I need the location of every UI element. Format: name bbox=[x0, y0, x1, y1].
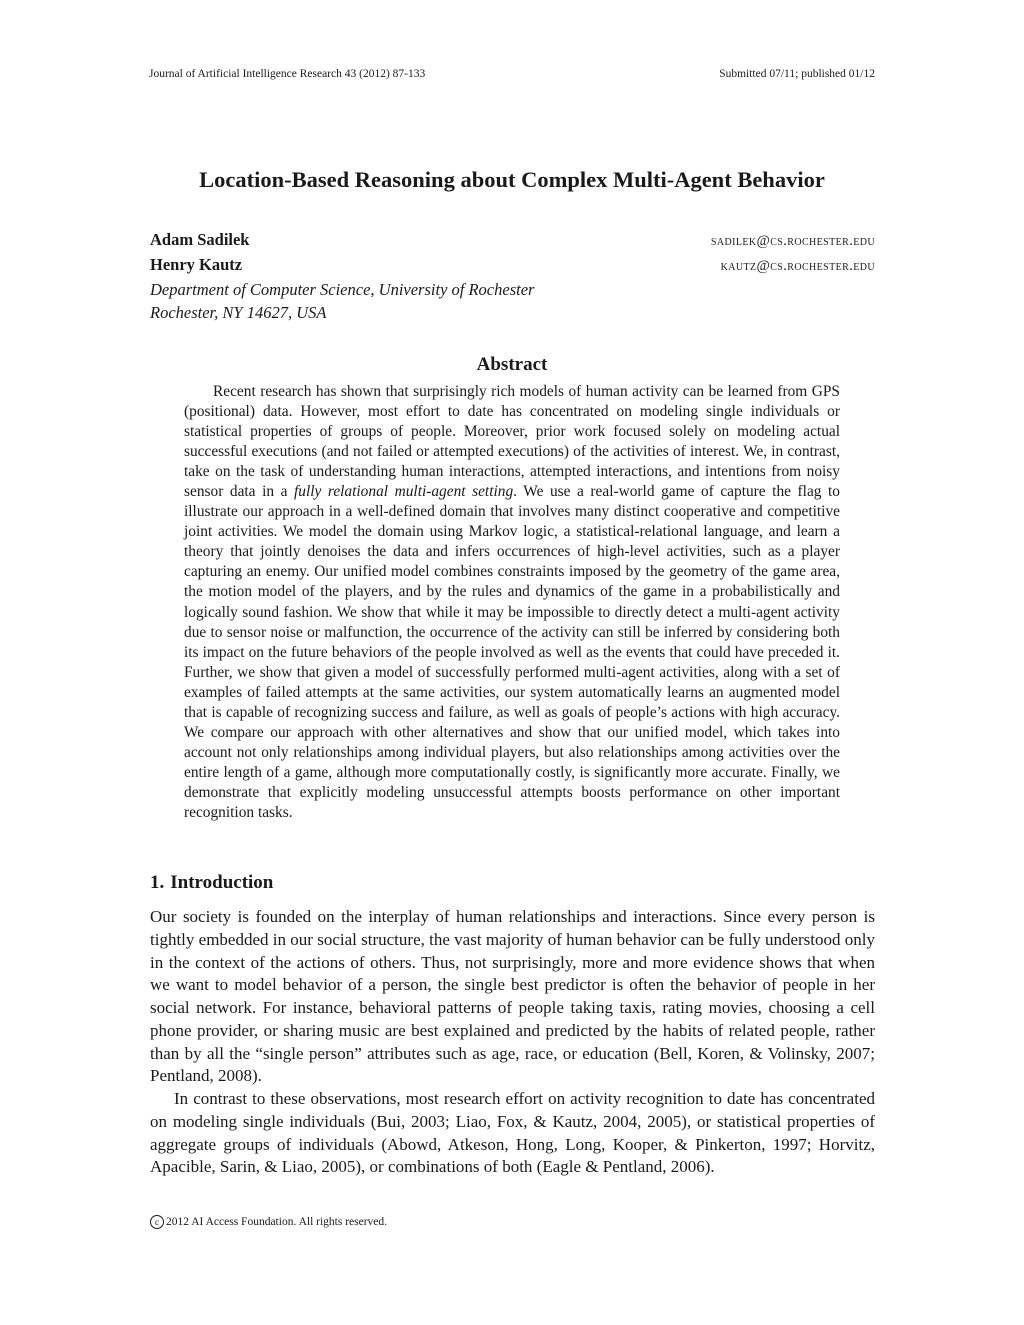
body-paragraph: In contrast to these observations, most research effort on activity recognition to date has concentrated on modeling single individuals (Bui, 2003; Liao, Fox, & Kautz, 2004, 2005), or statistical properties of aggregate groups of individuals (Abowd, Atkeson, Hong, Long, Kooper, & Pinkerton, 1997; Horvitz, Apacible, Sarin, & Liao, 2005), or combinations of both (Eagle & Pentland, 2006). bbox=[150, 1089, 875, 1177]
copyright-notice bbox=[150, 1215, 387, 1229]
body-paragraph: Our society is founded on the interplay of human relationships and interactions. Since every person is tightly embedded in our social structure, the vast majority of human behavior can be fully understood only in the context of the actions of others. Thus, not surprisingly, more and more evidence shows that when we want to model behavior of a person, the single best predictor is often the behavior of people in her social network. For instance, behavioral patterns of people taking taxis, rating movies, choosing a cell phone provider, or sharing music are best explained and predicted by the habits of related people, rather than by all the “single person” attributes such as age, race, or education (Bell, Koren, & Volinsky, 2007; Pentland, 2008). bbox=[150, 907, 875, 1086]
author-name: Henry Kautz bbox=[150, 255, 243, 274]
running-head bbox=[149, 68, 875, 80]
author-row bbox=[150, 228, 875, 253]
author-block bbox=[150, 228, 875, 324]
author-email: kautz@cs.rochester.edu bbox=[720, 258, 875, 274]
abstract-text bbox=[184, 382, 840, 823]
abstract-heading: Abstract bbox=[476, 354, 548, 375]
paper-title: Location-Based Reasoning about Complex Multi-Agent Behavior bbox=[199, 167, 825, 192]
author-email: sadilek@cs.rochester.edu bbox=[710, 233, 875, 249]
copyright-icon: c bbox=[150, 1215, 164, 1229]
section-body bbox=[150, 906, 875, 1179]
affiliation-address: Rochester, NY 14627, USA bbox=[150, 303, 327, 322]
author-name: Adam Sadilek bbox=[150, 230, 250, 249]
abstract-text-part: Recent research has shown that surprisingly rich models of human activity can be learned from GPS (positional) data. However, most effort to date has concentrated on modeling single individuals or statistical properties of groups of people. Moreover, prior work focused solely on modeling actual successful executions (and not failed or attempted executions) of the activities of interest. We, in contrast, take on the task of understanding human interactions, attempted interactions, and intentions from noisy sensor data in a bbox=[184, 383, 840, 501]
submission-dates: Submitted 07/11; published 01/12 bbox=[719, 68, 875, 80]
affiliation-department: Department of Computer Science, University of Rochester bbox=[150, 280, 535, 299]
section-heading bbox=[150, 872, 273, 894]
copyright-text: 2012 AI Access Foundation. All rights reserved. bbox=[166, 1216, 388, 1228]
abstract-emphasis: fully relational multi-agent setting bbox=[294, 483, 514, 501]
section-title: Introduction bbox=[170, 872, 274, 893]
section-number: 1. bbox=[150, 872, 165, 893]
author-row bbox=[150, 253, 875, 278]
abstract-text-part: . We use a real-world game of capture the flag to illustrate our approach in a well-defined domain that involves many distinct cooperative and competitive joint activities. We model the domain using Markov logic, a statistical-relational language, and learn a theory that jointly denoises the data and infers occurrences of high-level activities, such as a player capturing an enemy. Our unified model combines constraints imposed by the geometry of the game area, the motion model of the players, and by the rules and dynamics of the game in a probabilistically and logically sound fashion. We show that while it may be impossible to directly detect a multi-agent activity due to sensor noise or malfunction, the occurrence of the activity can still be inferred by considering both its impact on the future behaviors of the people involved as well as the events that could have preceded it. Further, we show that given a model of successfully performed multi-agent activities, along with a set of examples of failed attempts at the same activities, our system automatically learns an augmented model that is capable of recognizing success and failure, as well as goals of people’s actions with high accuracy. We compare our approach with other alternatives and show that our unified model, which takes into account not only relationships among individual players, but also relationships among activities over the entire length of a game, although more computationally costly, is significantly more accurate. Finally, we demonstrate that explicitly modeling unsuccessful attempts boosts performance on other important recognition tasks. bbox=[184, 483, 841, 821]
journal-citation: Journal of Artificial Intelligence Research 43 (2012) 87-133 bbox=[149, 68, 426, 80]
